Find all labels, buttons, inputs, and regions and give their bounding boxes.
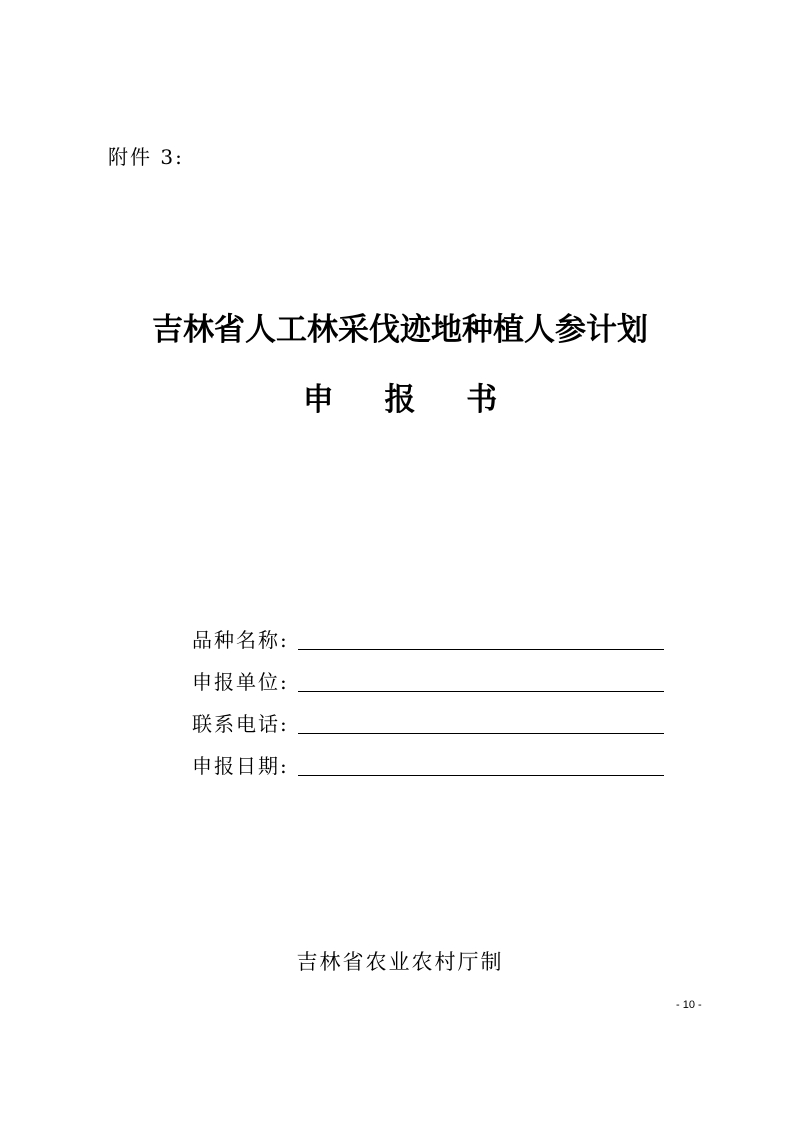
variety-name-blank bbox=[298, 625, 664, 650]
variety-name-label: 品种名称: bbox=[192, 628, 289, 652]
applicant-unit-blank bbox=[298, 667, 664, 692]
field-row-applicant bbox=[192, 654, 672, 696]
document-subtitle bbox=[0, 380, 800, 420]
document-title: 吉林省人工林采伐迹地种植人参计划 bbox=[152, 312, 648, 348]
application-date-label: 申报日期: bbox=[192, 754, 289, 778]
page-number: - 10 - bbox=[676, 999, 702, 1011]
contact-phone-label: 联系电话: bbox=[192, 712, 289, 736]
attachment-label: 附件 3: bbox=[108, 145, 184, 169]
applicant-unit-label: 申报单位: bbox=[192, 670, 289, 694]
application-fields bbox=[192, 612, 672, 780]
field-row-variety bbox=[192, 612, 672, 654]
contact-phone-blank bbox=[298, 709, 664, 734]
field-row-phone bbox=[192, 696, 672, 738]
subtitle-char-2: 报 bbox=[384, 382, 416, 418]
application-date-blank bbox=[298, 751, 664, 776]
field-row-date bbox=[192, 738, 672, 780]
subtitle-char-1: 申 bbox=[302, 382, 334, 418]
issuer-line: 吉林省农业农村厅制 bbox=[296, 950, 504, 974]
subtitle-char-3: 书 bbox=[466, 382, 498, 418]
